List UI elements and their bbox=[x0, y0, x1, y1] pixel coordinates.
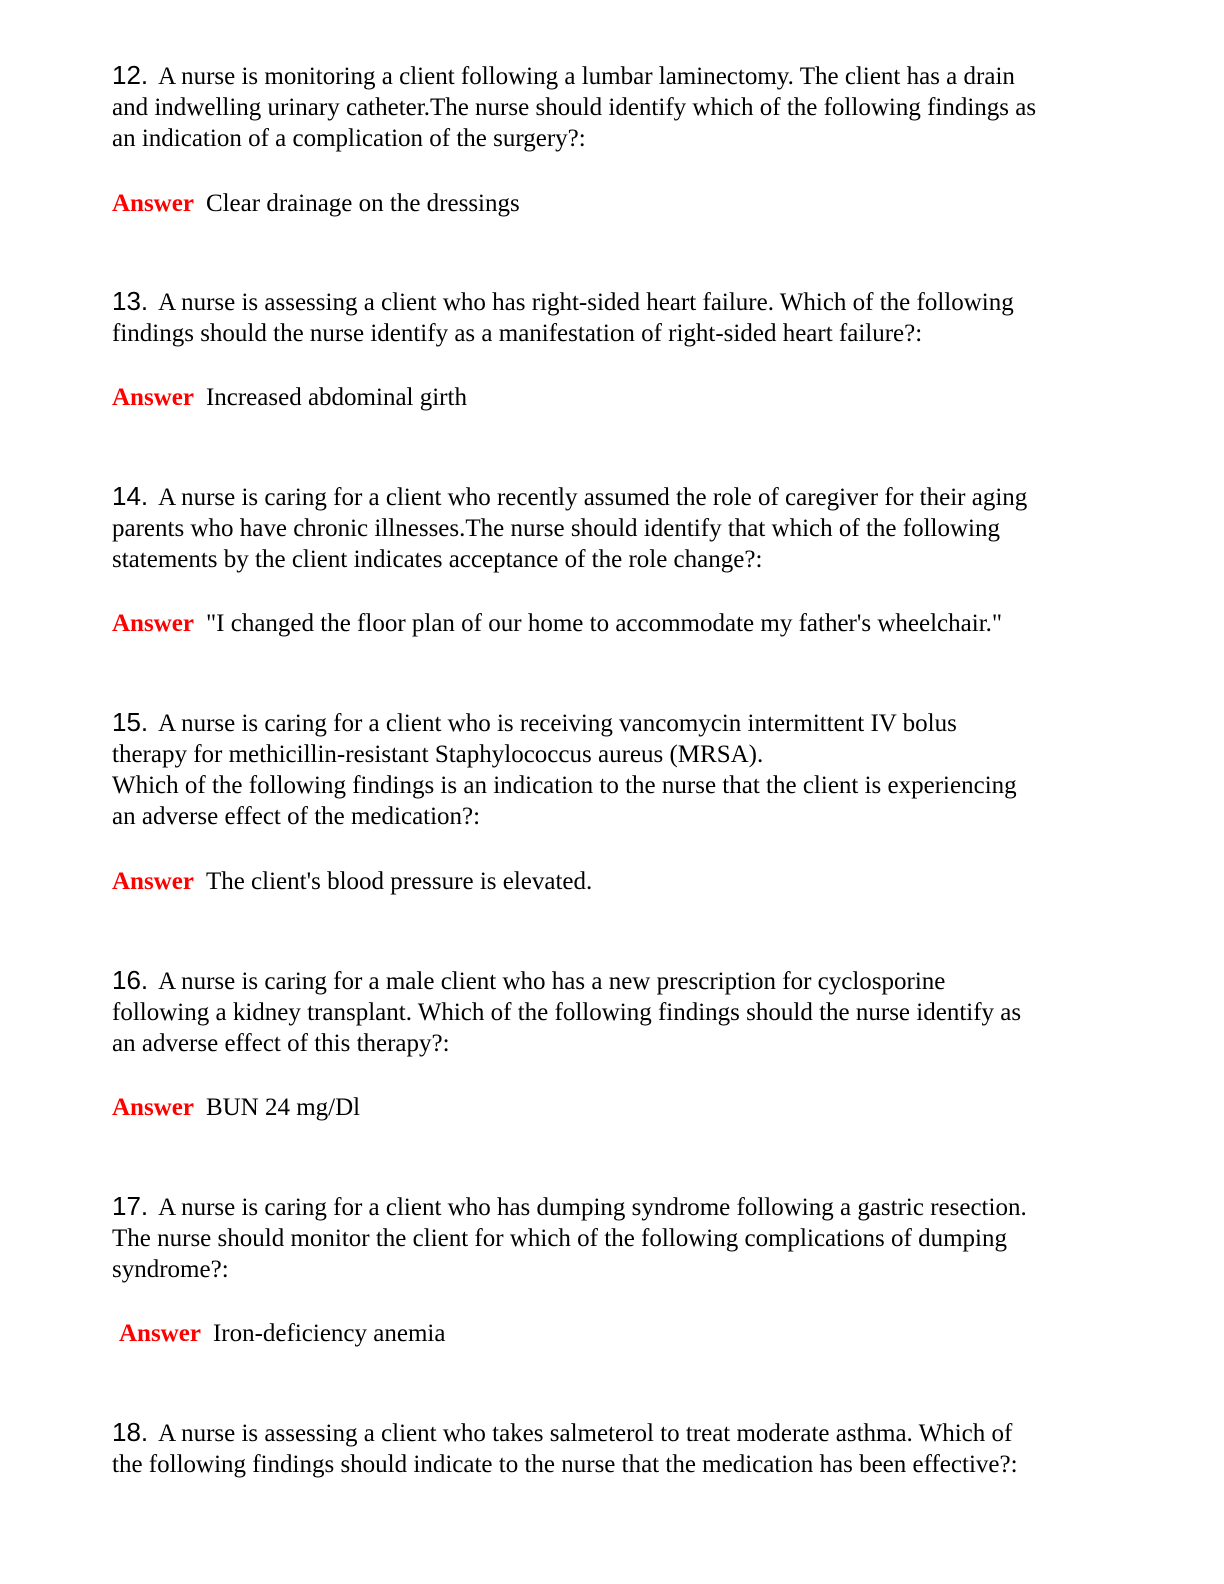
answer-label: Answer bbox=[112, 868, 194, 895]
answer-text: Clear drainage on the dressings bbox=[205, 190, 520, 217]
question-number: 12. bbox=[112, 60, 149, 90]
question-number: 14. bbox=[112, 481, 149, 511]
answer-label: Answer bbox=[119, 1320, 201, 1347]
question-text bbox=[112, 286, 1122, 349]
question-number: 13. bbox=[112, 286, 149, 316]
question-12 bbox=[112, 60, 1122, 154]
question-13 bbox=[112, 286, 1122, 349]
question-line: A nurse is caring for a male client who has a new prescription for cyclosporine bbox=[158, 968, 946, 995]
question-line: A nurse is caring for a client who is receiving vancomycin intermittent IV bolus bbox=[158, 710, 957, 737]
answer-16 bbox=[112, 1092, 1122, 1123]
question-16 bbox=[112, 965, 1122, 1059]
question-text bbox=[112, 707, 1122, 832]
question-line: an indication of a complication of the surgery?: bbox=[112, 125, 586, 152]
answer-13 bbox=[112, 382, 1122, 413]
answer-label: Answer bbox=[112, 384, 194, 411]
question-14 bbox=[112, 481, 1122, 575]
question-text bbox=[112, 965, 1122, 1059]
question-line: syndrome?: bbox=[112, 1256, 229, 1283]
question-line: findings should the nurse identify as a manifestation of right-sided heart failure?: bbox=[112, 320, 923, 347]
answer-label: Answer bbox=[112, 1094, 194, 1121]
answer-label: Answer bbox=[112, 610, 194, 637]
question-line: A nurse is caring for a client who has dumping syndrome following a gastric resection. bbox=[158, 1194, 1027, 1221]
question-line: and indwelling urinary catheter.The nurse should identify which of the following findings as bbox=[112, 94, 1037, 121]
question-line: statements by the client indicates acceptance of the role change?: bbox=[112, 546, 763, 573]
question-number: 17. bbox=[112, 1191, 149, 1221]
question-line: A nurse is assessing a client who takes salmeterol to treat moderate asthma. Which of bbox=[158, 1420, 1013, 1447]
question-text bbox=[112, 1417, 1122, 1480]
question-line: an adverse effect of the medication?: bbox=[112, 803, 481, 830]
question-text bbox=[112, 481, 1122, 575]
answer-12 bbox=[112, 188, 1122, 219]
answer-17 bbox=[119, 1318, 1129, 1349]
question-15 bbox=[112, 707, 1122, 832]
answer-text: BUN 24 mg/Dl bbox=[205, 1094, 361, 1121]
question-number: 15. bbox=[112, 707, 149, 737]
answer-15 bbox=[112, 866, 1122, 897]
question-number: 16. bbox=[112, 965, 149, 995]
answer-text: Increased abdominal girth bbox=[205, 384, 467, 411]
question-line: The nurse should monitor the client for which of the following complications of dumping bbox=[112, 1225, 1007, 1252]
answer-text: "I changed the floor plan of our home to accommodate my father's wheelchair." bbox=[205, 610, 1003, 637]
answer-label: Answer bbox=[112, 190, 194, 217]
question-line: Which of the following findings is an indication to the nurse that the client is experiencing bbox=[112, 772, 1017, 799]
question-line: A nurse is monitoring a client following a lumbar laminectomy. The client has a drain bbox=[158, 63, 1015, 90]
question-line: A nurse is assessing a client who has right-sided heart failure. Which of the following bbox=[158, 289, 1014, 316]
question-line: parents who have chronic illnesses.The nurse should identify that which of the following bbox=[112, 515, 1000, 542]
question-17 bbox=[112, 1191, 1122, 1285]
question-number: 18. bbox=[112, 1417, 149, 1447]
answer-text: Iron-deficiency anemia bbox=[212, 1320, 446, 1347]
question-text bbox=[112, 60, 1122, 154]
question-line: following a kidney transplant. Which of the following findings should the nurse identify as bbox=[112, 999, 1022, 1026]
question-line: A nurse is caring for a client who recently assumed the role of caregiver for their aging bbox=[158, 484, 1028, 511]
question-18 bbox=[112, 1417, 1122, 1480]
answer-text: The client's blood pressure is elevated. bbox=[205, 868, 593, 895]
answer-14 bbox=[112, 608, 1122, 639]
question-line: the following findings should indicate to the nurse that the medication has been effective?: bbox=[112, 1451, 1018, 1478]
question-text bbox=[112, 1191, 1122, 1285]
question-line: therapy for methicillin-resistant Staphylococcus aureus (MRSA). bbox=[112, 741, 764, 768]
question-line: an adverse effect of this therapy?: bbox=[112, 1030, 450, 1057]
